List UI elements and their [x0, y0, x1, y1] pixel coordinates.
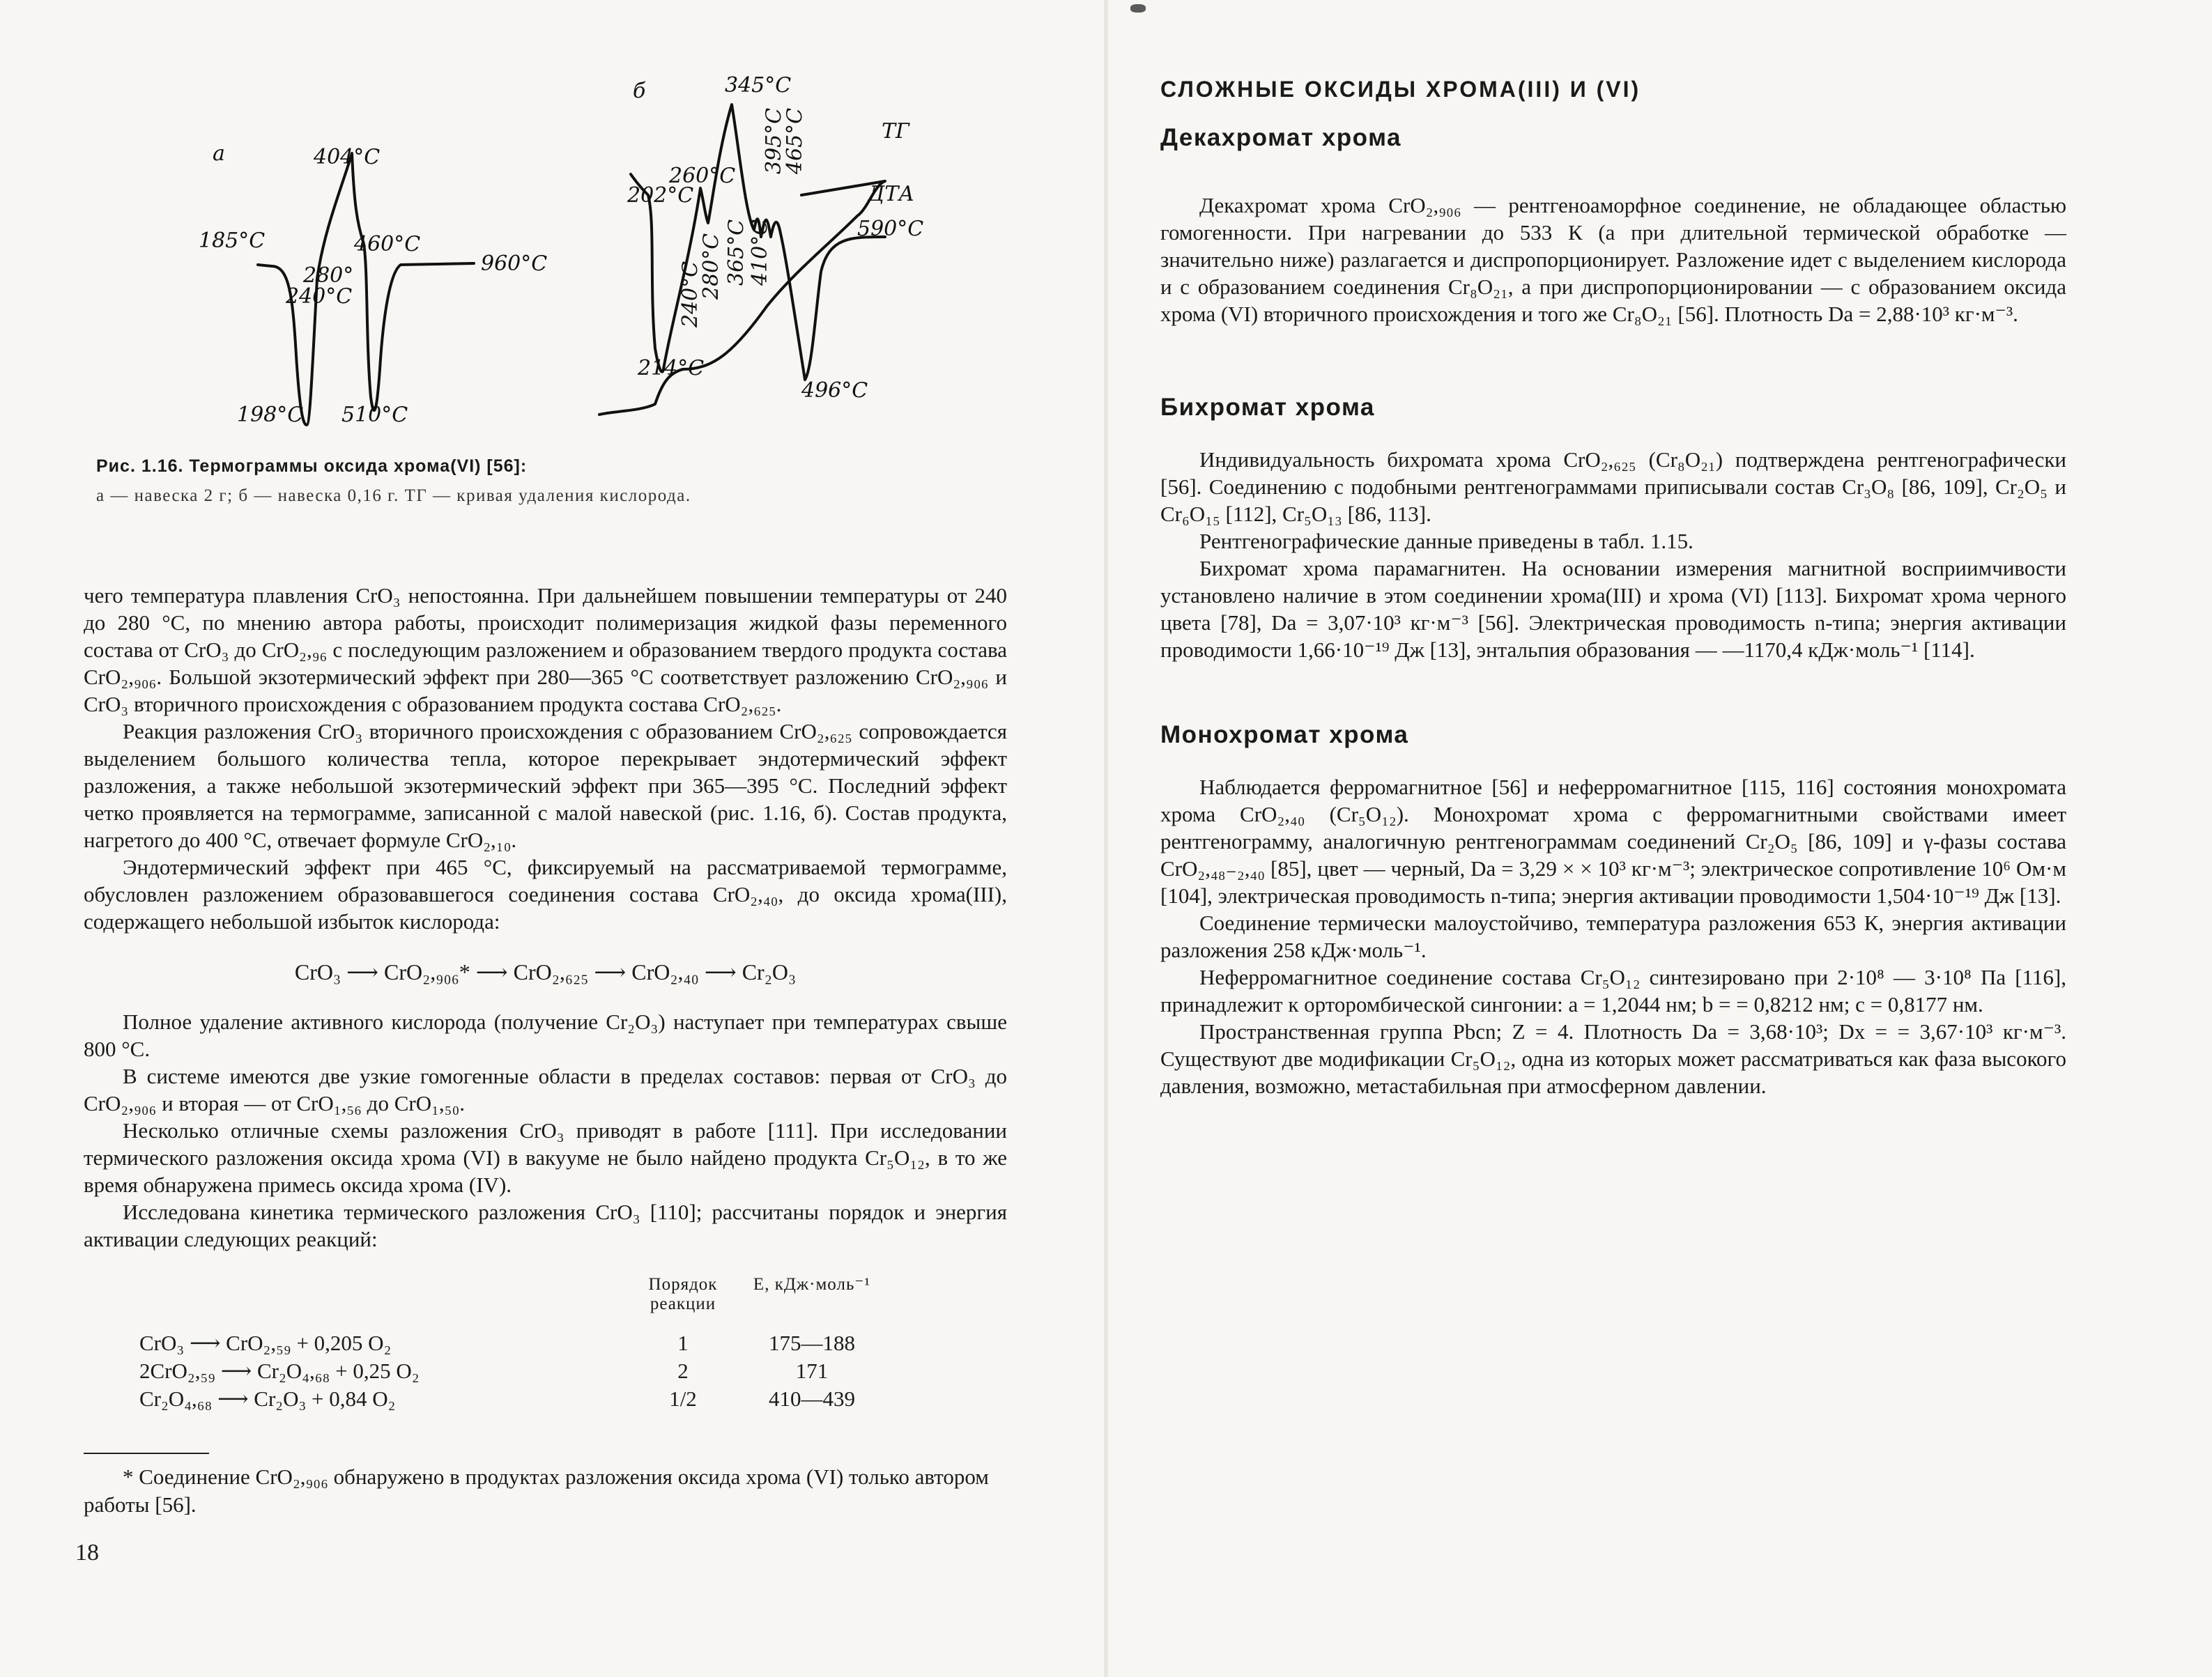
figure-caption-text: а — навеска 2 г; б — навеска 0,16 г. ТГ — кривая удаления кислорода. — [96, 486, 691, 505]
paragraph: Реакция разложения CrO₃ вторичного происхождения с образованием CrO₂,₆₂₅ сопровождается выделением большого количества тепла, которое перекрывает эндотермический эффект разложения, а также небольшой экзотермический эффект при 365—395 °С. Последний эффект четко проявляется на термограмме, записанной с малой навеской (рис. 1.16, б). Состав продукта, нагретого до 400 °С, отвечает формуле CrO₂,₁₀. — [84, 719, 1007, 852]
temp-label: 202°С — [627, 183, 694, 208]
paragraph: Индивидуальность бихромата хрома CrO₂,₆₂₅ (Cr₈O₂₁) подтверждена рентгенографически [56]. Соединению с подобными рентгенограммами приписывали состав Cr₃O₈ [86, 109], Cr₂O₅ и Cr₆O₁₅ [112], Cr₅O₁₃ [86, 113]. — [1160, 447, 2066, 526]
figure-caption-title: Рис. 1.16. Термограммы оксида хрома(VI) [56]: — [96, 456, 528, 476]
paragraph: Несколько отличные схемы разложения CrO₃ приводят в работе [111]. При исследовании термического разложения оксида хрома (VI) в вакууме не было найдено продукта Cr₅O₁₂, в то же время обнаружена примесь оксида хрома (IV). — [84, 1118, 1007, 1197]
order-cell: 1/2 — [669, 1386, 697, 1411]
reaction-cell: CrO₃ ⟶ CrO₂,₅₉ + 0,205 O₂ — [139, 1331, 392, 1355]
thermogram-figure — [181, 63, 948, 453]
paragraph: чего температура плавления CrO₃ непостоянна. При дальнейшем повышении температуры от 240 до 280 °С, по мнению автора работы, происходит полимеризация жидкой фазы переменного состава от CrO₃ до CrO₂,₉₆ с последующим разложением и образованием твердого продукта состава CrO₂,₉₀₆. Большой экзотермический эффект при 280—365 °С соответствует разложению CrO₂,₉₀₆ и CrO₃ вторичного происхождения с образованием продукта состава CrO₂,₆₂₅. — [84, 583, 1007, 716]
paragraph: Декахромат хрома CrO₂,₉₀₆ — рентгеноаморфное соединение, не обладающее областью гомогенности. При нагревании до 533 К (а при длительной термической обработке — значительно ниже) разлагается и диспропорционирует. Разложение идет с выделением кислорода и с образованием соединения Cr₈O₂₁, а при диспропорционировании — с образованием оксида хрома (VI) вторичного происхождения и того же Cr₈O₂₁ [56]. Плотность Da = 2,88·10³ кг·м⁻³. — [1160, 193, 2066, 326]
reaction-equation: CrO₃ ⟶ CrO₂,₉₀₆* ⟶ CrO₂,₆₂₅ ⟶ CrO₂,₄₀ ⟶ Cr₂O₃ — [294, 959, 797, 984]
temp-label: 404°С — [314, 145, 381, 169]
temp-label: 260°С — [669, 164, 736, 188]
order-cell: 2 — [677, 1359, 689, 1383]
energy-cell: 171 — [795, 1359, 829, 1383]
heading-bichromate: Бихромат хрома — [1160, 394, 1375, 421]
footnote-rule — [84, 1453, 209, 1454]
decachromate-text — [1160, 192, 2066, 327]
bichromate-text — [1160, 446, 2066, 663]
reaction-cell: 2CrO₂,₅₉ ⟶ Cr₂O₄,₆₈ + 0,25 O₂ — [139, 1359, 420, 1383]
heading-monochromate: Монохромат хрома — [1160, 721, 1409, 748]
table-header-row — [139, 1275, 885, 1317]
energy-header: E, кДж·моль⁻¹ — [753, 1275, 871, 1294]
paragraph: Исследована кинетика термического разложения CrO₃ [110]; рассчитаны порядок и энергия активации следующих реакций: — [84, 1200, 1007, 1251]
panel-b-label: б — [633, 79, 646, 103]
temp-label: 510°С — [341, 403, 408, 427]
monochromate-text — [1160, 773, 2066, 1099]
scan-speck — [1130, 4, 1146, 13]
table-row — [139, 1331, 885, 1359]
footnote-text: * Соединение CrO₂,₉₀₆ обнаружено в продуктах разложения оксида хрома (VI) только автором работы [56]. — [84, 1465, 989, 1517]
temp-label: 214°С — [638, 356, 705, 380]
paragraph: Соединение термически малоустойчиво, температура разложения 653 К, энергия активации разложения 258 кДж·моль⁻¹. — [1160, 911, 2066, 962]
temp-label: 198°С — [237, 403, 304, 427]
table-row — [139, 1386, 885, 1414]
temp-label: 240°С — [678, 261, 702, 327]
energy-cell: 410—439 — [769, 1386, 855, 1411]
footnote — [84, 1463, 1007, 1519]
temp-label: 410°С — [748, 219, 772, 286]
temp-label: 280° — [303, 263, 354, 288]
left-body-text — [84, 582, 1007, 1253]
panel-a-label: а — [213, 141, 225, 166]
table-row — [139, 1359, 885, 1386]
temp-label: 365°С — [724, 219, 748, 286]
temp-label: 465°С — [783, 107, 807, 174]
temp-label: 395°С — [762, 107, 786, 174]
paragraph: Полное удаление активного кислорода (получение Cr₂O₃) наступает при температурах свыше 800 °С. — [84, 1010, 1007, 1061]
paragraph: Рентгенографические данные приведены в табл. 1.15. — [1199, 529, 1693, 553]
temp-label: 460°С — [354, 232, 421, 256]
paragraph: Пространственная группа Pbcn; Z = 4. Плотность Da = 3,68·10³; Dx = = 3,67·10³ кг·м⁻³. Существуют две модификации Cr₅O₁₂, одна из которых может рассматриваться как фаза высокого давления, возможно, метастабильная при атмосферном давлении. — [1160, 1019, 2066, 1098]
thermogram-svg — [181, 63, 948, 453]
section-title: СЛОЖНЫЕ ОКСИДЫ ХРОМА(III) И (VI) — [1160, 77, 1641, 102]
heading-decachromate: Декахромат хрома — [1160, 124, 1401, 151]
reaction-cell: Cr₂O₄,₆₈ ⟶ Cr₂O₃ + 0,84 O₂ — [139, 1386, 396, 1411]
paragraph: Неферромагнитное соединение состава Cr₅O₁₂ синтезировано при 2·10⁸ — 3·10⁸ Па [116], принадлежит к орторомбической сингонии: a = 1,2044 нм; b = = 0,8212 нм; c = 0,8177 нм. — [1160, 965, 2066, 1017]
paragraph: Эндотермический эффект при 465 °С, фиксируемый на рассматриваемой термограмме, обусловлен разложением образовавшегося соединения состава CrO₂,₄₀, до оксида хрома(III), содержащего небольшой избыток кислорода: — [84, 855, 1007, 934]
energy-cell: 175—188 — [769, 1331, 855, 1355]
temp-label: 345°С — [725, 73, 792, 98]
order-header: Порядок реакции — [648, 1275, 718, 1313]
temp-label: 960°С — [481, 252, 548, 276]
temp-label: 240°С — [286, 284, 353, 309]
dta-curve-label: ДТА — [868, 182, 915, 206]
page-number: 18 — [75, 1540, 99, 1566]
kinetics-table — [139, 1275, 885, 1414]
paragraph: В системе имеются две узкие гомогенные области в пределах составов: первая от CrO₃ до CrO₂,₉₀₆ и вторая — от CrO₁,₅₆ до CrO₁,₅₀. — [84, 1064, 1007, 1115]
temp-label: 280°С — [699, 233, 723, 300]
temp-label: 590°С — [857, 217, 924, 241]
tg-curve-label: ТГ — [882, 119, 909, 144]
temp-label: 185°С — [199, 229, 266, 253]
paragraph: Бихромат хрома парамагнитен. На основании измерения магнитной восприимчивости установлено наличие в этом соединении хрома(III) и хрома (VI) [113]. Бихромат хрома черного цвета [78], Da = 3,07·10³ кг·м⁻³ [56]. Электрическая проводимость n-типа; энергия активации проводимости 1,66·10⁻¹⁹ Дж [13], энтальпия образования — —1170,4 кДж·моль⁻¹ [114]. — [1160, 556, 2066, 662]
temp-label: 496°С — [801, 378, 868, 403]
order-cell: 1 — [677, 1331, 689, 1355]
paragraph: Наблюдается ферромагнитное [56] и неферромагнитное [115, 116] состояния монохромата хрома CrO₂,₄₀ (Cr₅O₁₂). Монохромат хрома с ферромагнитными свойствами имеет рентгенограмму, аналогичную рентгенограммам соединений Cr₂O₅ [86, 109] и γ-фазы состава CrO₂,₄₈₋₂,₄₀ [85], цвет — черный, Da = 3,29 × × 10³ кг·м⁻³; электрическое сопротивление 10⁶ Ом·м [104], электрическая проводимость n-типа; энергия активации проводимости 1,504·10⁻¹⁹ Дж [13]. — [1160, 775, 2066, 908]
